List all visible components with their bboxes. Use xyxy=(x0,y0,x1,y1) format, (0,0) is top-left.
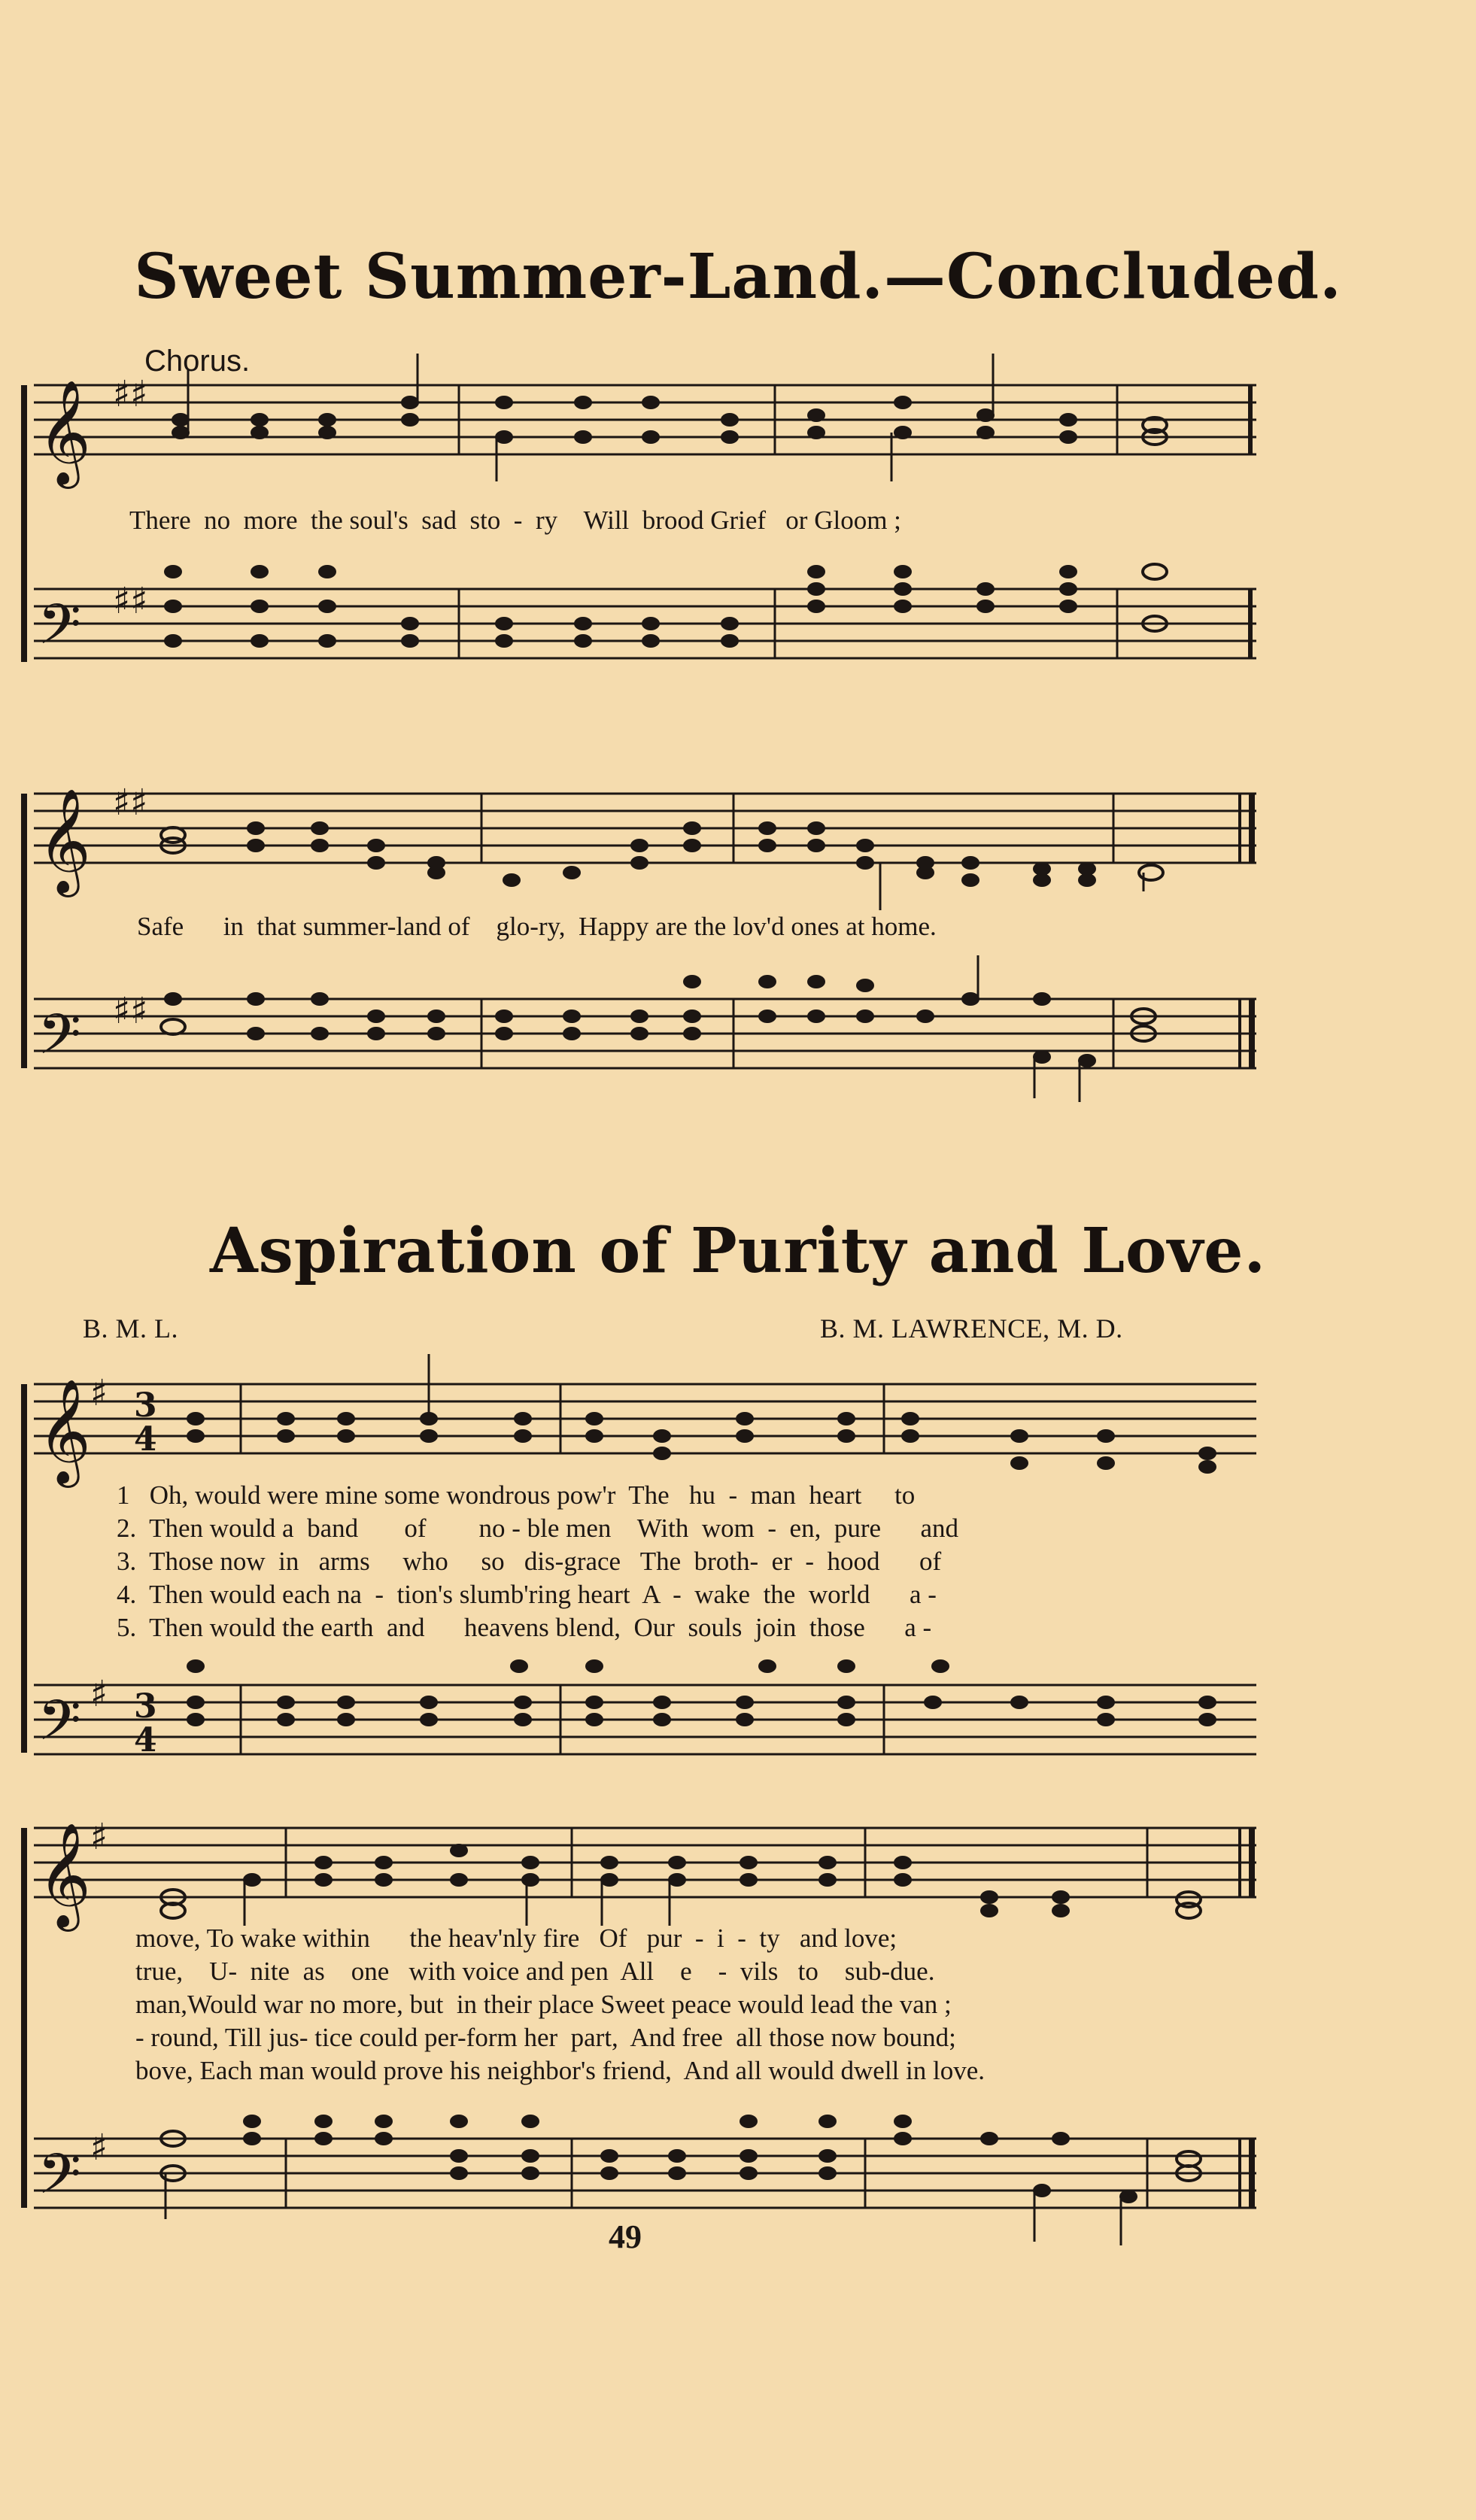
verse-5-part-1: 5. Then would the earth and heavens blend, Our souls join those a - xyxy=(117,1613,932,1642)
verse-1-part-1: 1 Oh, would were mine some wondrous pow'r The hu - man heart to xyxy=(117,1480,916,1510)
svg-text:♯: ♯ xyxy=(90,1673,108,1715)
svg-text:♯♯: ♯♯ xyxy=(113,990,148,1032)
composer-credit: B. M. LAWRENCE, M. D. xyxy=(820,1313,1123,1343)
svg-text:3: 3 xyxy=(134,1687,157,1726)
svg-text:♯: ♯ xyxy=(90,2127,108,2169)
svg-text:𝄞: 𝄞 xyxy=(38,1823,91,1927)
svg-text:♯: ♯ xyxy=(90,1816,108,1858)
song-title-sweet-summer-land: Sweet Summer-Land.—Concluded. xyxy=(134,241,1342,313)
lyricist-credit: B. M. L. xyxy=(83,1313,179,1343)
chorus-label: Chorus. xyxy=(144,345,251,378)
verse-3-part-1: 3. Those now in arms who so dis-grace The broth- er - hood of xyxy=(117,1547,942,1576)
svg-text:𝄢: 𝄢 xyxy=(38,2142,81,2221)
svg-text:𝄞: 𝄞 xyxy=(38,1379,91,1483)
svg-text:♯: ♯ xyxy=(90,1372,108,1414)
verse-3-part-2: man,Would war no more, but in their place Sweet peace would lead the van ; xyxy=(135,1990,952,2019)
verses-block-2 xyxy=(135,1922,986,2154)
lyric-line-1: There no more the soul's sad sto - ry Will brood Grief or Gloom ; xyxy=(129,506,901,535)
svg-text:𝄞: 𝄞 xyxy=(38,380,91,484)
lyric-line-2: Safe in that summer-land of glo-ry, Happy are the lov'd ones at home. xyxy=(137,912,937,941)
svg-text:𝄢: 𝄢 xyxy=(38,1002,81,1081)
song-title-aspiration: Aspiration of Purity and Love. xyxy=(209,1215,1267,1287)
verse-4-part-2: - round, Till jus- tice could per-form her part, And free all those now bound; xyxy=(135,2023,956,2052)
svg-text:𝄢: 𝄢 xyxy=(38,592,81,671)
verse-4-part-1: 4. Then would each na - tion's slumb'ring heart A - wake the world a - xyxy=(117,1580,937,1609)
svg-text:4: 4 xyxy=(134,1420,157,1459)
svg-text:♯♯: ♯♯ xyxy=(113,373,148,415)
verse-1-part-2: move, To wake within the heav'nly fire Of pur - i - ty and love; xyxy=(135,1923,897,1953)
svg-text:4: 4 xyxy=(134,1721,157,1759)
svg-text:𝄞: 𝄞 xyxy=(38,788,91,893)
svg-text:♯♯: ♯♯ xyxy=(113,782,148,824)
verse-2-part-1: 2. Then would a band of no - ble men With wom - en, pure and xyxy=(117,1514,959,1543)
svg-text:♯♯: ♯♯ xyxy=(113,580,148,622)
svg-text:𝄢: 𝄢 xyxy=(38,1688,81,1767)
verse-2-part-2: true, U- nite as one with voice and pen All e - vils to sub-due. xyxy=(135,1957,935,1986)
svg-text:3: 3 xyxy=(134,1386,157,1425)
verse-5-part-2: bove, Each man would prove his neighbor's friend, And all would dwell in love. xyxy=(135,2056,986,2085)
page-number: 49 xyxy=(609,2218,642,2255)
